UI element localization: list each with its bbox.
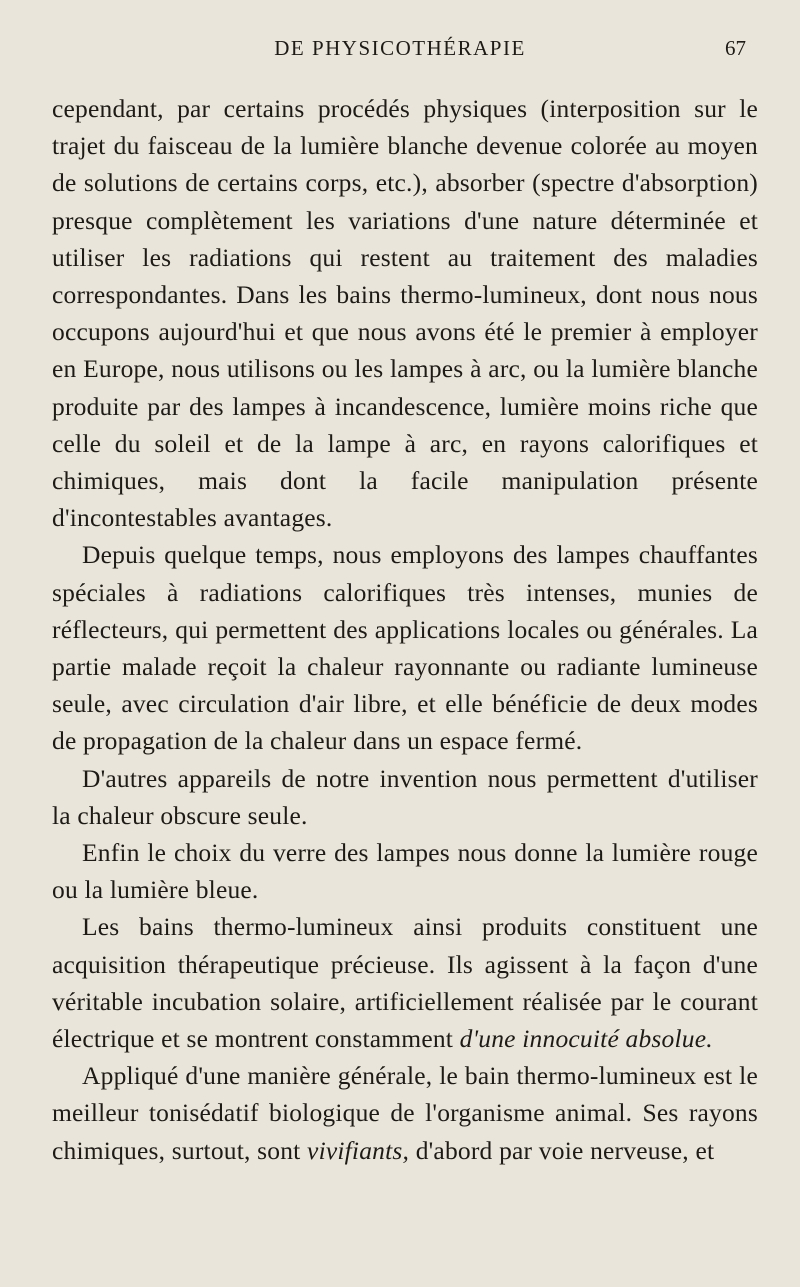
paragraph-3-text: D'autres appareils de notre invention nous permettent d'utiliser la chaleur obscure seule.	[52, 763, 758, 830]
running-head	[0, 36, 800, 66]
paragraph-1	[52, 90, 758, 536]
running-title: DE PHYSICOTHÉRAPIE	[274, 36, 526, 60]
paragraph-6-text: Appliqué d'une manière générale, le bain thermo-lumineux est le meilleur tonisédatif biologique de l'organisme animal. Ses rayons chimiques, surtout, sont	[52, 1061, 758, 1165]
body-text	[52, 90, 758, 1169]
paragraph-5-text: Les bains thermo-lumineux ainsi produits constituent une acquisition thérapeutique précieuse. Ils agissent à la façon d'une véritable incubation solaire, artificiellement réalisée par le courant électrique et se montrent constamment	[52, 912, 758, 1054]
paragraph-6-emphasis: vivifiants,	[307, 1135, 410, 1165]
paragraph-6-text-after: d'abord par voie nerveuse, et	[415, 1135, 715, 1165]
paragraph-4	[52, 834, 758, 908]
paragraph-2-text: Depuis quelque temps, nous employons des lampes chauffantes spéciales à radiations calorifiques très intenses, munies de réflecteurs, qui permettent des applications locales ou générales. La partie malade reçoit la chaleur rayonnante ou radiante lumineuse seule, avec circulation d'air libre, et elle bénéficie de deux modes de propagation de la chaleur dans un espace fermé.	[52, 540, 758, 756]
paragraph-2	[52, 536, 758, 759]
paragraph-1-text: cependant, par certains procédés physiques (interposition sur le trajet du faisceau de la lumière blanche devenue colorée au moyen de solutions de certains corps, etc.), absorber (spectre d'absorption) presque complètement les variations d'une nature déterminée et utiliser les radiations qui restent au traitement des maladies correspondantes. Dans les bains thermo-lumineux, dont nous nous occupons aujourd'hui et que nous avons été le premier à employer en Europe, nous utilisons ou les lampes à arc, ou la lumière blanche produite par des lampes à incandescence, lumière moins riche que celle du soleil et de la lampe à arc, en rayons calorifiques et chimiques, mais dont la facile manipulation présente d'incontestables avantages.	[52, 94, 758, 533]
paragraph-5-emphasis: d'une innocuité absolue.	[459, 1024, 713, 1054]
page-number: 67	[725, 36, 746, 60]
paragraph-6	[52, 1057, 758, 1169]
paragraph-5	[52, 908, 758, 1057]
paragraph-4-text: Enfin le choix du verre des lampes nous donne la lumière rouge ou la lumière bleue.	[52, 838, 758, 905]
paragraph-3	[52, 760, 758, 834]
